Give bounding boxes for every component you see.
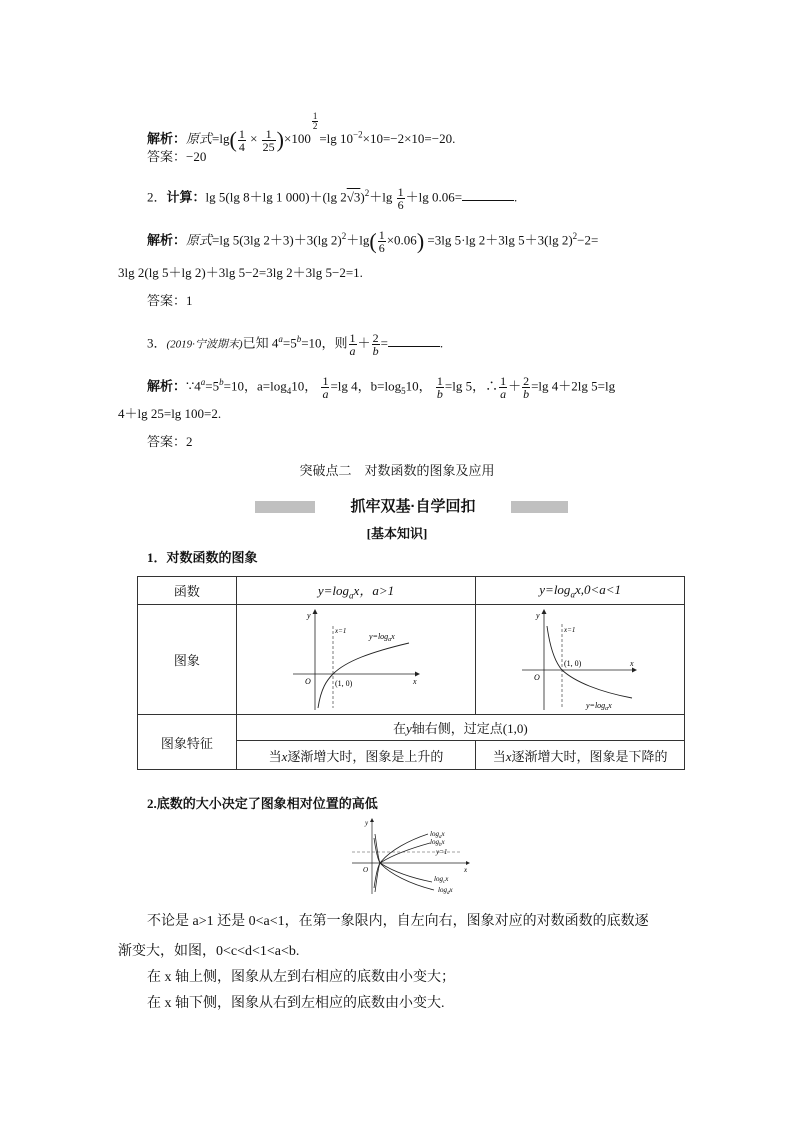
fraction: $\frac{1}{6}$ (397, 184, 404, 212)
heading-1: 1．对数函数的图象 (147, 550, 258, 565)
x-label: x (412, 676, 417, 686)
curve-log-a (374, 834, 428, 888)
y-label: y (365, 819, 369, 827)
point-label: (1, 0) (334, 678, 353, 688)
y-label: y (536, 610, 540, 620)
fraction: $\frac{1}{b}$ (436, 373, 443, 401)
x-axis-arrow (415, 671, 420, 676)
question-3: 3．(2019·宁波期末)已知 $4^a=5^b=10$，则 $\frac{1}{a}$ ＋ $\frac{2}{b}$ = . (147, 330, 444, 358)
paragraph-line-4: 在 x 轴下侧，图象从右到左相应的底数由小变大. (147, 996, 445, 1011)
question-2: 2．计算：lg 5(lg 8＋lg 1 000)＋(lg 2√3)$^2$＋lg $\frac{1}{6}$ ＋lg 0.06= . (147, 184, 518, 212)
x-label: x (464, 866, 468, 874)
header-a-gt-1: $y=\log_ax$，a>1 (236, 577, 476, 605)
x-eq-1-label: x=1 (564, 625, 576, 634)
row-feature-label: 图象特征 (138, 715, 237, 770)
answer-3: 答案：2 (147, 434, 193, 449)
x-label: x (630, 658, 634, 668)
label-log-c: $\log_cx$ (434, 875, 449, 885)
x-axis-arrow (632, 667, 637, 672)
answer-1: 答案：−20 (147, 149, 207, 164)
graph-decreasing-cell (476, 605, 685, 715)
subheading: [基本知识] (366, 526, 428, 541)
fraction: $\frac{1}{6}$ (378, 227, 385, 255)
curve-label: $y=\log_ax$ (586, 700, 612, 712)
banner-bar-right (511, 501, 568, 513)
origin-label: O (304, 676, 311, 686)
solution-2: 解析：原式=lg 5(3lg 2＋3)＋3(lg 2)$^2$＋lg( $\frac{1}{6}$ ×0.06) =3lg 5·lg 2＋3lg 5＋3(lg 2)$^2$−2= (147, 227, 599, 255)
base-comparison-figure (350, 816, 474, 896)
fraction: $\frac{1}{25}$ (262, 126, 275, 154)
label-log-d: $\log_dx$ (438, 886, 453, 896)
log-curve-increasing (318, 643, 409, 708)
y-axis-arrow (312, 609, 317, 614)
heading-2: 2.底数的大小决定了图象相对位置的高低 (147, 796, 378, 811)
origin-label: O (363, 866, 369, 874)
exponent-fraction: $\frac{1}{2}$ (312, 111, 318, 131)
y-label: y (306, 610, 311, 620)
curve-log-c (375, 834, 432, 882)
feature-common: 在y轴右侧，过定点(1,0) (236, 715, 684, 741)
solution-3: 解析：$\because 4^a=5^b=10$，$a=\log_410$， $\frac{1}{a}$ =lg 4，$b=\log_510$， $\frac{1}{b}$ =lg 5，∴ $\frac{1}{a}$ ＋ $\frac{2}{b}$ =lg 4＋2lg 5=lg (147, 373, 616, 401)
label-log-a: $\log_ax$ (430, 830, 445, 840)
graph-increasing-cell (236, 605, 476, 715)
solution-3-line-2: 4＋lg 25=lg 100=2. (118, 406, 222, 421)
paragraph-line-2: 渐变大，如图，0<c<d<1<a<b. (118, 944, 300, 959)
header-function: 函数 (138, 577, 237, 605)
y-eq-1-label: y=1 (436, 848, 448, 856)
log-curve-decreasing (547, 626, 632, 698)
header-a-lt-1: $y=\log_ax,0<a<1$ (476, 577, 685, 605)
curve-log-d (374, 838, 434, 890)
section-banner (255, 497, 568, 517)
fraction: $\frac{2}{b}$ (372, 330, 379, 358)
feature-decreasing: 当x逐渐增大时，图象是下降的 (476, 741, 685, 770)
answer-blank (462, 200, 514, 201)
fraction: $\frac{1}{4}$ (238, 126, 245, 154)
log-function-table (137, 576, 685, 770)
x-axis-arrow (466, 861, 470, 865)
feature-increasing: 当x逐渐增大时，图象是上升的 (236, 741, 476, 770)
answer-blank (388, 346, 440, 347)
fraction: $\frac{1}{a}$ (322, 373, 329, 401)
y-axis-arrow (370, 818, 374, 822)
x-eq-1-label: x=1 (334, 626, 347, 635)
row-graph-label: 图象 (138, 605, 237, 715)
fraction: $\frac{1}{a}$ (349, 330, 356, 358)
curve-label: $y=\log_ax$ (368, 631, 395, 643)
banner-bar-left (255, 501, 315, 513)
label-log-b: $\log_bx$ (430, 838, 445, 848)
curve-log-b (375, 843, 430, 892)
solution-2-line-2: 3lg 2(lg 5＋lg 2)＋3lg 5−2=3lg 2＋3lg 5−2=1. (118, 265, 363, 280)
solution-label: 解析： (147, 131, 187, 146)
graph-increasing (291, 608, 421, 712)
solution-1: 解析：原式=lg( $\frac{1}{4}$ × $\frac{1}{25}$ )×100 $\frac{1}{2}$ =lg $10^{-2}\times 10=-2\times 10=-20$. (147, 111, 456, 154)
banner-text: 抓牢双基·自学回扣 (350, 498, 476, 515)
section-title: 突破点二 对数函数的图象及应用 (299, 463, 495, 478)
y-axis-arrow (542, 609, 547, 614)
paragraph-line-1: 不论是 a>1 还是 0<a<1，在第一象限内，自左向右，图象对应的对数函数的底数逐 (147, 914, 649, 929)
point-label: (1, 0) (564, 658, 582, 668)
paragraph-line-3: 在 x 轴上侧，图象从左到右相应的底数由小变大； (147, 970, 455, 985)
graph-decreasing (520, 608, 640, 712)
fraction: $\frac{2}{b}$ (523, 373, 530, 401)
answer-2: 答案：1 (147, 293, 193, 308)
fraction: $\frac{1}{a}$ (500, 373, 507, 401)
origin-label: O (534, 672, 540, 682)
